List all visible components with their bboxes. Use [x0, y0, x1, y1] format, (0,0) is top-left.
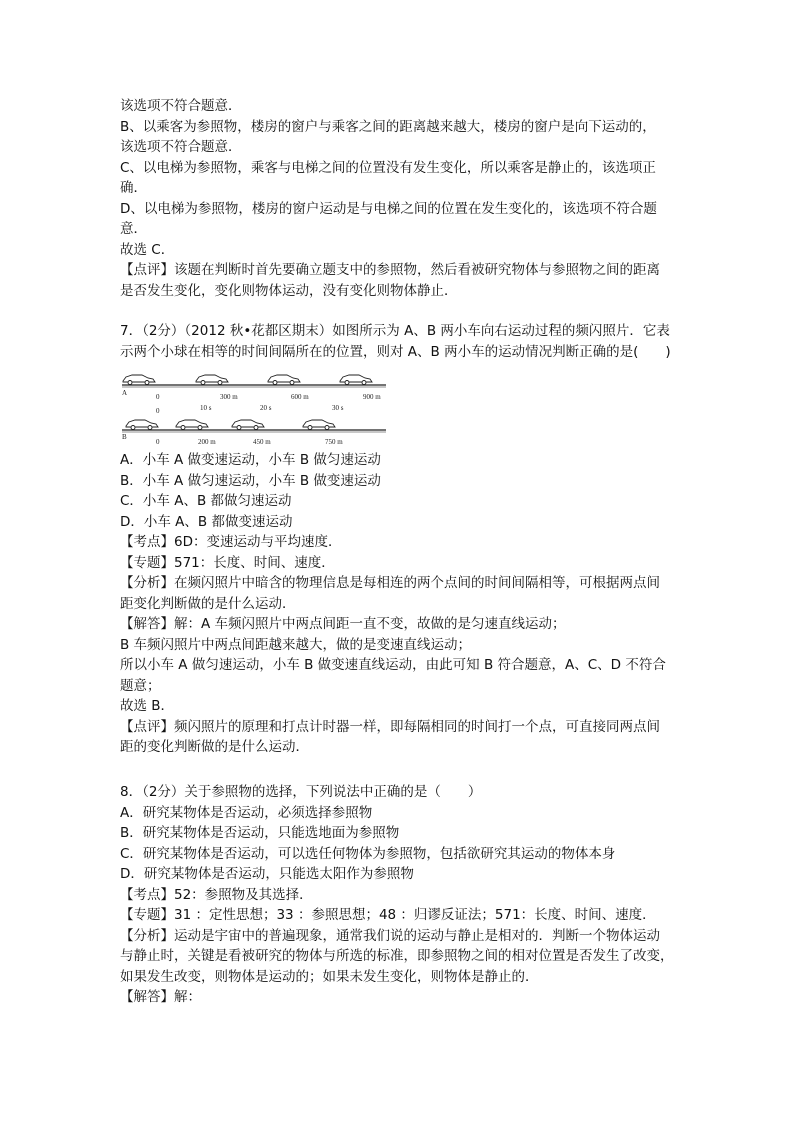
option-a: A．研究某物体是否运动，必须选择参照物	[120, 804, 373, 821]
text-line: 【点评】频闪照片的原理和打点计时器一样，即每隔相同的时间打一个点，可直接同两点间	[120, 718, 660, 735]
car-b-2	[232, 420, 264, 430]
text-line: 【考点】6D：变速运动与平均速度．	[120, 534, 342, 550]
text-line: 是否发生变化，变化则物体运动，没有变化则物体静止．	[120, 282, 458, 299]
text-line: 【分析】在频闪照片中暗含的物理信息是每相连的两个点间的时间间隔相等，可根据两点间	[120, 575, 660, 591]
b-tick-2: 450 m	[253, 438, 271, 446]
question-7-stem	[120, 321, 680, 362]
text-line: 如果发生改变，则物体是运动的；如果未发生变化，则物体是静止的．	[120, 968, 539, 985]
text-line: 【分析】运动是宇宙中的普遍现象，通常我们说的运动与静止是相对的．判断一个物体运动	[120, 927, 660, 944]
text-line: 8．（2分）关于参照物的选择，下列说法中正确的是（ ）	[120, 784, 482, 800]
text-line: 7．（2分）（2012 秋•花都区期末）如图所示为 A、B 两小车向右运动过程的频闪照片．它表	[120, 323, 670, 339]
car-a-3	[340, 375, 372, 385]
text-line: 故选 B．	[120, 698, 175, 714]
text-line: B 车频闪照片中两点间距越来越大，做的是变速直线运动；	[120, 636, 472, 653]
option-d: D．研究某物体是否运动，只能选太阳作为参照物	[120, 866, 414, 882]
car-a-1	[196, 375, 228, 385]
a-tick-2: 600 m	[291, 393, 309, 401]
text-line: 该选项不符合题意．	[120, 98, 242, 114]
text-line: 距变化判断做的是什么运动．	[120, 595, 296, 612]
text-line: 题意；	[120, 677, 161, 694]
text-line: 【专题】31 ：定性思想；33 ：参照思想；48 ：归谬反证法；571：长度、时间、速度．	[120, 907, 656, 923]
question-7-answer	[120, 450, 680, 758]
text-line: 所以小车 A 做匀速运动，小车 B 做变速直线运动，由此可知 B 符合题意，A、C、D 不符合	[120, 657, 666, 673]
b-tick-1: 200 m	[198, 438, 216, 446]
question-8	[120, 782, 680, 1008]
car-b-0	[126, 420, 158, 430]
text-line: 【点评】该题在判断时首先要确立题支中的参照物，然后看被研究物体与参照物之间的距离	[120, 262, 660, 278]
text-line: 【专题】571：长度、时间、速度．	[120, 554, 335, 571]
a-tick-3: 900 m	[363, 393, 381, 401]
car-a-2	[268, 375, 300, 385]
previous-answer-section	[120, 96, 680, 301]
text-line: D、以电梯为参照物，楼房的窗户运动是与电梯之间的位置在发生变化的，该选项不符合题	[120, 200, 657, 217]
option-b: B．研究某物体是否运动，只能选地面为参照物	[120, 825, 400, 841]
car-a-0	[123, 375, 155, 385]
text-line: B、以乘客为参照物，楼房的窗户与乘客之间的距离越来越大，楼房的窗户是向下运动的，	[120, 118, 656, 135]
text-line: 距的变化判断做的是什么运动．	[120, 739, 309, 755]
text-line: 【考点】52：参照物及其选择．	[120, 886, 313, 903]
option-a: A．小车 A 做变速运动，小车 B 做匀速运动	[120, 452, 381, 468]
text-line: 【解答】解：	[120, 989, 201, 1005]
text-line: 示两个小球在相等的时间间隔所在的位置，则对 A、B 两小车的运动情况判断正确的是( )	[120, 343, 671, 360]
time-3: 30 s	[332, 404, 344, 412]
text-line: 与静止时，关键是看被研究的物体与所选的标准，即参照物之间的相对位置是否发生了改变，	[120, 948, 674, 964]
option-d: D．小车 A、B 都做变速运动	[120, 513, 293, 530]
strobe-photo-diagram	[120, 368, 390, 448]
time-0: 0	[156, 407, 160, 415]
time-2: 20 s	[260, 404, 272, 412]
text-line: 【解答】解：A 车频闪照片中两点间距一直不变，故做的是匀速直线运动；	[120, 616, 566, 632]
a-tick-0: 0	[156, 393, 160, 401]
option-c: C．小车 A、B 都做匀速运动	[120, 493, 292, 509]
text-line: 故选 C．	[120, 241, 175, 258]
text-line: C、以电梯为参照物，乘客与电梯之间的位置没有发生变化，所以乘客是静止的，该选项正	[120, 159, 656, 176]
strobe-photo-figure	[120, 368, 390, 448]
text-line: 该选项不符合题意．	[120, 139, 242, 155]
b-tick-0: 0	[156, 438, 160, 446]
label-b: B	[122, 433, 127, 441]
time-1: 10 s	[200, 404, 212, 412]
text-line: 确．	[120, 180, 147, 196]
text-line: 意．	[120, 221, 147, 237]
a-tick-1: 300 m	[220, 393, 238, 401]
option-b: B．小车 A 做匀速运动，小车 B 做变速运动	[120, 472, 381, 489]
option-c: C．研究某物体是否运动，可以选任何物体为参照物，包括欲研究其运动的物体本身	[120, 845, 616, 862]
b-tick-3: 750 m	[325, 438, 343, 446]
car-b-1	[176, 420, 208, 430]
car-b-3	[303, 420, 335, 430]
label-a: A	[122, 389, 128, 397]
